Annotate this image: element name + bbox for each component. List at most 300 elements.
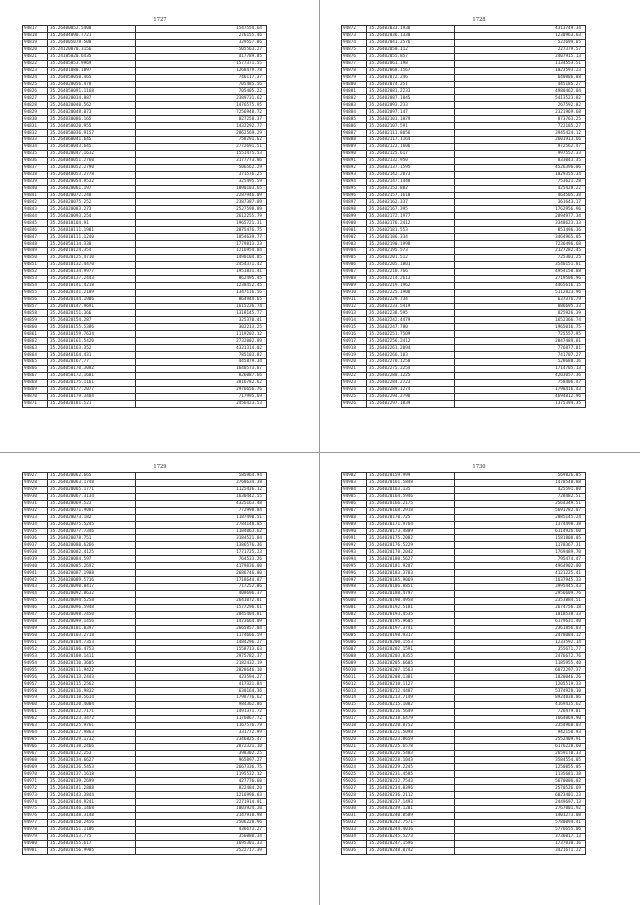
value-cell: 5374928.10 — [455, 688, 586, 695]
row-id-cell: 94904 — [342, 248, 367, 255]
code-cell: 35.26402132.950 — [367, 157, 455, 164]
code-cell: 35.264020098.7450 — [48, 611, 136, 618]
value-cell: 1176067.72 — [136, 715, 267, 722]
code-cell: 35.264020244.4016 — [367, 826, 455, 833]
table-row — [23, 653, 267, 660]
row-id-cell: 94955 — [23, 667, 48, 674]
value-cell: 2182432.19 — [136, 660, 267, 667]
row-id-cell: 94966 — [23, 743, 48, 750]
code-cell: 35.264020099.1456 — [48, 618, 136, 625]
row-id-cell: 94875 — [342, 46, 367, 53]
row-id-cell: 94906 — [342, 261, 367, 268]
row-id-cell: 94969 — [23, 764, 48, 771]
code-cell: 35.26402201.512 — [367, 254, 455, 261]
row-id-cell: 94960 — [23, 701, 48, 708]
table-row — [342, 604, 586, 611]
table-row — [342, 241, 586, 248]
value-cell: 361643.17 — [455, 199, 586, 206]
table-row — [342, 715, 586, 722]
value-cell: 408696.37 — [136, 590, 267, 597]
code-cell: 35.264020083.273 — [48, 206, 136, 213]
code-cell: 35.264040051.2760 — [48, 157, 136, 164]
table-row — [342, 722, 586, 729]
value-cell: 6114926.60 — [455, 528, 586, 535]
table-row — [342, 130, 586, 137]
value-cell: 3540151.81 — [455, 261, 586, 268]
row-id-cell: 94965 — [23, 736, 48, 743]
value-cell: 4465616.15 — [455, 282, 586, 289]
value-cell: 2454371.42 — [136, 261, 267, 268]
row-id-cell: 94933 — [23, 514, 48, 521]
code-cell: 35.264020120.4004 — [48, 701, 136, 708]
value-cell: 3421671.22 — [455, 847, 586, 854]
table-row — [342, 743, 586, 750]
row-id-cell: 94963 — [23, 722, 48, 729]
code-cell: 35.264020232.7543 — [367, 778, 455, 785]
value-cell: 2862569.29 — [136, 130, 267, 137]
table-row — [23, 563, 267, 570]
table-row — [23, 729, 267, 736]
value-cell: 2767001.92 — [455, 806, 586, 813]
value-cell: 2346825.47 — [136, 736, 267, 743]
code-cell: 35.264020242.7571 — [367, 819, 455, 826]
code-cell: 35.264020127.9863 — [48, 729, 136, 736]
table-row — [342, 220, 586, 227]
table-row — [342, 674, 586, 681]
code-cell: 35.26402190.1998 — [367, 241, 455, 248]
row-id-cell: 94868 — [23, 379, 48, 386]
row-id-cell: 95018 — [342, 722, 367, 729]
code-cell: 35.264020144.1906 — [48, 296, 136, 303]
code-cell: 35.264020061.197 — [48, 185, 136, 192]
code-cell: 35.264020228.1043 — [367, 757, 455, 764]
row-id-cell: 94929 — [23, 486, 48, 493]
row-id-cell: 94988 — [342, 514, 367, 521]
value-cell: 2075476.75 — [136, 227, 267, 234]
table-row — [23, 847, 267, 854]
code-cell: 35.26402036.1338 — [367, 32, 455, 39]
table-row — [342, 199, 586, 206]
row-id-cell: 94956 — [23, 674, 48, 681]
table-row — [342, 164, 586, 171]
row-id-cell: 94886 — [342, 123, 367, 130]
value-cell: 826087.66 — [136, 372, 267, 379]
value-cell: 1216954.84 — [136, 248, 267, 255]
row-id-cell: 94898 — [342, 206, 367, 213]
table-row — [342, 359, 586, 366]
row-id-cell: 94989 — [342, 521, 367, 528]
value-cell: 2956609.76 — [455, 590, 586, 597]
table-row — [23, 171, 267, 178]
row-id-cell: 94982 — [342, 473, 367, 480]
row-id-cell: 94958 — [23, 688, 48, 695]
row-id-cell: 94976 — [23, 812, 48, 819]
code-cell: 35.264020212.4487 — [367, 688, 455, 695]
code-cell: 35.26402167.395 — [367, 206, 455, 213]
code-cell: 35.26402251.7509 — [367, 331, 455, 338]
value-cell: 1216996.83 — [136, 792, 267, 799]
code-cell: 35.264020065.1771 — [48, 486, 136, 493]
row-id-cell: 94984 — [342, 486, 367, 493]
code-cell: 35.264020096.5948 — [48, 604, 136, 611]
row-id-cell: 94863 — [23, 345, 48, 352]
value-cell: 506562.29 — [136, 164, 267, 171]
table-row — [342, 521, 586, 528]
table-row — [342, 688, 586, 695]
table-row — [342, 324, 586, 331]
table-row — [23, 143, 267, 150]
value-cell: 425428.22 — [455, 185, 586, 192]
value-cell: 785103.82 — [136, 352, 267, 359]
code-cell: 35.264020167.77 — [48, 359, 136, 366]
value-cell: 7236496.68 — [455, 241, 586, 248]
row-id-cell: 95033 — [342, 826, 367, 833]
row-id-cell: 95036 — [342, 847, 367, 854]
table-row — [23, 674, 267, 681]
table-row — [342, 819, 586, 826]
row-id-cell: 94857 — [23, 303, 48, 310]
table-row — [342, 289, 586, 296]
code-cell: 35.264020220.8752 — [367, 722, 455, 729]
table-row — [342, 143, 586, 150]
row-id-cell: 94871 — [23, 400, 48, 407]
value-cell: 1951831.41 — [136, 268, 267, 275]
row-id-cell: 94926 — [342, 400, 367, 407]
code-cell: 35.26402176.2412 — [367, 220, 455, 227]
code-cell: 35.264020110.3605 — [48, 660, 136, 667]
table-row — [342, 227, 586, 234]
value-cell: 3464965.05 — [455, 234, 586, 241]
table-row — [23, 695, 267, 702]
table-row — [342, 88, 586, 95]
table-row — [23, 261, 267, 268]
code-cell: 35.264020040.562 — [48, 102, 136, 109]
value-cell: 1174666.59 — [136, 632, 267, 639]
row-id-cell: 94945 — [23, 597, 48, 604]
code-cell: 35.264020054.9532 — [48, 178, 136, 185]
value-cell: 1375394.35 — [455, 400, 586, 407]
value-cell: 1233592.14 — [455, 639, 586, 646]
row-id-cell: 94922 — [342, 372, 367, 379]
table-row — [342, 493, 586, 500]
row-id-cell: 94919 — [342, 352, 367, 359]
table-row — [23, 646, 267, 653]
row-id-cell: 94934 — [23, 521, 48, 528]
table-row — [342, 234, 586, 241]
code-cell: 35.264020203.8355 — [367, 653, 455, 660]
code-cell: 35.26402270.1250 — [367, 359, 455, 366]
value-cell: 267592.82 — [455, 102, 586, 109]
value-cell: 1718644.87 — [136, 577, 267, 584]
code-cell: 35.264020073.182 — [48, 514, 136, 521]
value-cell: 1020046.26 — [455, 674, 586, 681]
value-cell: 2976656.76 — [136, 386, 267, 393]
value-cell: 4321314.02 — [136, 345, 267, 352]
row-id-cell: 94883 — [342, 102, 367, 109]
value-cell: 1551475.53 — [136, 150, 267, 157]
table-row — [23, 528, 267, 535]
table-row — [23, 660, 267, 667]
row-id-cell: 95035 — [342, 840, 367, 847]
value-cell: 1230963.63 — [455, 32, 586, 39]
code-cell: 35.264020192.5181 — [367, 604, 455, 611]
value-cell: 1195532.12 — [136, 771, 267, 778]
table-row — [23, 157, 267, 164]
row-id-cell: 94951 — [23, 639, 48, 646]
row-id-cell: 95001 — [342, 604, 367, 611]
value-cell: 630164.36 — [136, 688, 267, 695]
table-row — [23, 359, 267, 366]
table-row — [23, 282, 267, 289]
table-row — [23, 268, 267, 275]
value-cell: 722185.27 — [455, 123, 586, 130]
data-table-page-1729 — [22, 472, 267, 855]
table-row — [342, 372, 586, 379]
code-cell: 35.264020153.775 — [48, 833, 136, 840]
table-row — [23, 764, 267, 771]
row-id-cell: 94949 — [23, 625, 48, 632]
value-cell: 3945424.12 — [455, 130, 586, 137]
row-id-cell: 95032 — [342, 819, 367, 826]
row-id-cell: 94837 — [23, 164, 48, 171]
table-row — [342, 833, 586, 840]
code-cell: 35.264010155.5386 — [48, 324, 136, 331]
row-id-cell: 94997 — [342, 577, 367, 584]
row-id-cell: 94921 — [342, 365, 367, 372]
table-row — [342, 53, 586, 60]
data-table-page-1728 — [341, 25, 586, 408]
value-cell: 2719506.96 — [455, 275, 586, 282]
table-row — [23, 296, 267, 303]
code-cell: 35.26402137.1595 — [367, 164, 455, 171]
row-id-cell: 94866 — [23, 365, 48, 372]
value-cell: 1167576.79 — [136, 722, 267, 729]
row-id-cell: 94910 — [342, 289, 367, 296]
value-cell: 728482.51 — [455, 493, 586, 500]
row-id-cell: 94986 — [342, 500, 367, 507]
row-id-cell: 95019 — [342, 729, 367, 736]
row-id-cell: 94836 — [23, 157, 48, 164]
table-row — [23, 248, 267, 255]
value-cell: 5670006.02 — [455, 778, 586, 785]
code-cell: 35.264020113.2443 — [48, 674, 136, 681]
value-cell: 1318145.77 — [136, 310, 267, 317]
value-cell: 637376.79 — [455, 296, 586, 303]
value-cell: 705405.22 — [136, 88, 267, 95]
code-cell: 35.264020116.9832 — [48, 688, 136, 695]
code-cell: 35.264010124.354 — [48, 248, 136, 255]
code-cell: 35.264040053.2778 — [48, 171, 136, 178]
value-cell: 1268479.78 — [136, 67, 267, 74]
code-cell: 35.264020177.2077 — [48, 386, 136, 393]
code-cell: 35.26402266.103 — [367, 352, 455, 359]
code-cell: 35.264020183.3703 — [367, 570, 455, 577]
table-row — [23, 535, 267, 542]
table-row — [23, 32, 267, 39]
table-row — [23, 227, 267, 234]
row-id-cell: 95029 — [342, 799, 367, 806]
table-row — [342, 400, 586, 407]
value-cell: 3736017.13 — [455, 833, 586, 840]
row-id-cell: 94901 — [342, 227, 367, 234]
code-cell: 35.264020077.7346 — [48, 528, 136, 535]
row-id-cell: 94909 — [342, 282, 367, 289]
row-id-cell: 94981 — [23, 847, 48, 854]
row-id-cell: 94913 — [342, 310, 367, 317]
row-id-cell: 94973 — [23, 792, 48, 799]
code-cell: 35.26402205.1801 — [367, 261, 455, 268]
table-row — [342, 660, 586, 667]
value-cell: 2522717.39 — [136, 847, 267, 854]
code-cell: 35.264020130.2466 — [48, 743, 136, 750]
row-id-cell: 94825 — [23, 81, 48, 88]
code-cell: 35.264020188.4797 — [367, 590, 455, 597]
value-cell: 965897.27 — [136, 757, 267, 764]
code-cell: 35.264020155.617 — [48, 840, 136, 847]
code-cell: 35.264020063.1748 — [48, 479, 136, 486]
value-cell: 753621.28 — [455, 178, 586, 185]
code-cell: 35.264020161.5848 — [367, 479, 455, 486]
row-id-cell: 94846 — [23, 227, 48, 234]
code-cell: 35.264020240.8589 — [367, 812, 455, 819]
row-id-cell: 94987 — [342, 507, 367, 514]
table-row — [342, 771, 586, 778]
row-id-cell: 94896 — [342, 192, 367, 199]
row-id-cell: 94889 — [342, 143, 367, 150]
value-cell: 795474.47 — [455, 556, 586, 563]
value-cell: 355671.77 — [455, 646, 586, 653]
row-id-cell: 95016 — [342, 708, 367, 715]
value-cell: 2147918.98 — [136, 812, 267, 819]
code-cell: 35.264020072.248 — [48, 192, 136, 199]
row-id-cell: 95011 — [342, 674, 367, 681]
row-id-cell: 94849 — [23, 248, 48, 255]
value-cell: 6072297.37 — [455, 667, 586, 674]
value-cell: 1374498.38 — [455, 521, 586, 528]
row-id-cell: 95007 — [342, 646, 367, 653]
row-id-cell: 94874 — [342, 39, 367, 46]
code-cell: 35.26402186.334 — [367, 234, 455, 241]
code-cell: 35.24185020.6435 — [48, 53, 136, 60]
table-row — [23, 88, 267, 95]
value-cell: 6176228.60 — [455, 743, 586, 750]
row-id-cell: 94851 — [23, 261, 48, 268]
value-cell: 1018538.33 — [455, 611, 586, 618]
code-cell: 35.264020190.4958 — [367, 597, 455, 604]
table-row — [342, 81, 586, 88]
table-row — [342, 812, 586, 819]
code-cell: 35.26402068.1567 — [367, 67, 455, 74]
value-cell: 331772.99 — [136, 729, 267, 736]
table-row — [342, 345, 586, 352]
table-row — [342, 618, 586, 625]
table-row — [342, 303, 586, 310]
value-cell: 427776.60 — [136, 778, 267, 785]
code-cell: 35.264020154.287 — [48, 317, 136, 324]
value-cell: 2354968.03 — [455, 722, 586, 729]
value-cell: 2456423.53 — [136, 400, 267, 407]
row-id-cell: 94824 — [23, 74, 48, 81]
code-cell: 35.264020205.6605 — [367, 660, 455, 667]
code-cell: 35.264020202.1591 — [367, 646, 455, 653]
row-id-cell: 94860 — [23, 324, 48, 331]
code-cell: 35.264020170.725 — [367, 514, 455, 521]
table-row — [342, 799, 586, 806]
row-id-cell: 94888 — [342, 137, 367, 144]
value-cell: 2667336.75 — [136, 764, 267, 771]
code-cell: 35.264010161.5420 — [48, 338, 136, 345]
value-cell: 1581808.05 — [455, 535, 586, 542]
value-cell: 1238452.45 — [136, 282, 267, 289]
code-cell: 35.26402072.246 — [367, 74, 455, 81]
row-id-cell: 94823 — [23, 67, 48, 74]
row-id-cell: 94853 — [23, 275, 48, 282]
code-cell: 35.26402157.1618 — [367, 192, 455, 199]
value-cell: 717995.69 — [136, 393, 267, 400]
value-cell: 1178367.31 — [455, 542, 586, 549]
value-cell: 2085145.24 — [455, 514, 586, 521]
code-cell: 35.264020186.8851 — [367, 584, 455, 591]
table-row — [342, 102, 586, 109]
value-cell: 423594.27 — [136, 674, 267, 681]
value-cell: 2768634.38 — [136, 479, 267, 486]
value-cell: 1762956.96 — [455, 206, 586, 213]
value-cell: 1205519.33 — [455, 681, 586, 688]
row-id-cell: 94935 — [23, 528, 48, 535]
value-cell: 984362.86 — [136, 701, 267, 708]
row-id-cell: 94936 — [23, 535, 48, 542]
table-row — [342, 60, 586, 67]
row-id-cell: 94923 — [342, 379, 367, 386]
table-row — [342, 667, 586, 674]
row-id-cell: 94946 — [23, 604, 48, 611]
code-cell: 35.264020085.2692 — [48, 563, 136, 570]
row-id-cell: 95009 — [342, 660, 367, 667]
code-cell: 35.264020047.1632 — [48, 150, 136, 157]
table-row — [342, 514, 586, 521]
table-row — [23, 681, 267, 688]
code-cell: 35.264060041.645 — [48, 137, 136, 144]
row-id-cell: 94980 — [23, 840, 48, 847]
value-cell: 371576.25 — [136, 171, 267, 178]
value-cell: 4526396.06 — [455, 164, 586, 171]
code-cell: 35.264020080.6266 — [48, 542, 136, 549]
code-cell: 35.264050114.330 — [48, 241, 136, 248]
table-row — [342, 507, 586, 514]
value-cell: 4179836.00 — [136, 563, 267, 570]
table-row — [342, 32, 586, 39]
value-cell: 3184521.84 — [136, 535, 267, 542]
row-id-cell: 94999 — [342, 590, 367, 597]
code-cell: 35.26402125.617 — [367, 150, 455, 157]
code-cell: 35.264020176.5229 — [367, 542, 455, 549]
row-id-cell: 94907 — [342, 268, 367, 275]
value-cell: 4169435.62 — [455, 701, 586, 708]
code-cell: 35.26400052.5400 — [48, 26, 136, 33]
row-id-cell: 94940 — [23, 563, 48, 570]
row-id-cell: 94821 — [23, 53, 48, 60]
code-cell: 35.264010179.3404 — [48, 393, 136, 400]
value-cell: 1771725.23 — [136, 549, 267, 556]
table-row — [23, 275, 267, 282]
table-row — [23, 386, 267, 393]
code-cell: 35.26402289.1274 — [367, 386, 455, 393]
code-cell: 35.26402275.2254 — [367, 365, 455, 372]
table-row — [342, 282, 586, 289]
code-cell: 35.264020067.3134 — [48, 493, 136, 500]
row-id-cell: 95027 — [342, 785, 367, 792]
code-cell: 35.264020168.2918 — [367, 507, 455, 514]
